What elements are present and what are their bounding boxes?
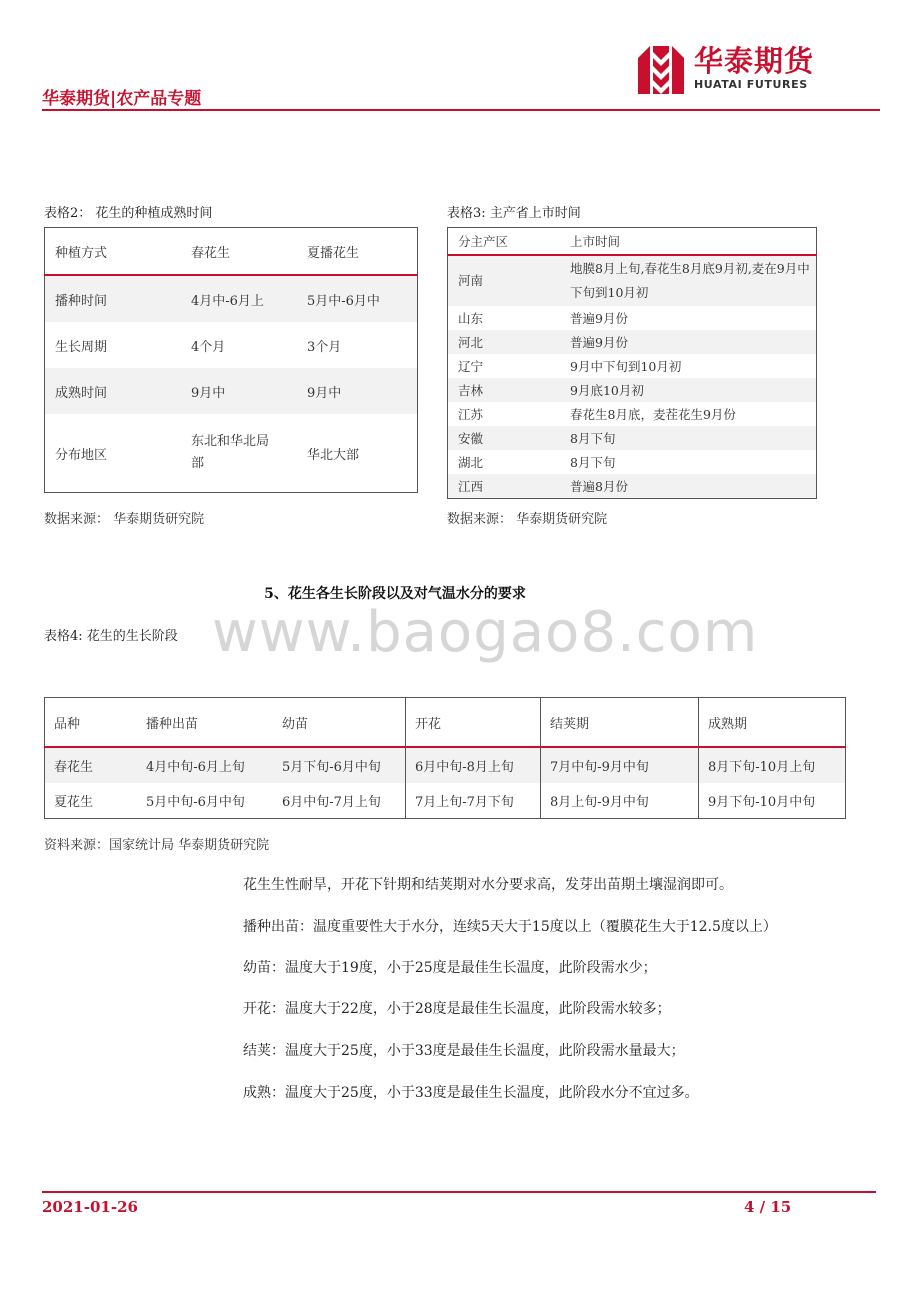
table-cell: 7月中旬-9月中旬 xyxy=(541,747,699,783)
table-header-cell: 成熟期 xyxy=(699,698,846,748)
table-cell: 5月中-6月中 xyxy=(297,275,418,322)
footer-page-number: 4 / 15 xyxy=(744,1198,792,1216)
table-cell: 7月上旬-7月下旬 xyxy=(406,783,541,819)
table-cell: 华北大部 xyxy=(307,447,360,463)
table-cell: 分布地区 xyxy=(55,447,108,463)
table-row xyxy=(448,402,817,426)
table-cell: 河南 xyxy=(448,255,561,306)
watermark: www.baogao8.com xyxy=(212,600,759,665)
table-header-row xyxy=(448,228,817,256)
table-header-cell: 上市时间 xyxy=(560,228,817,256)
table-cell: 普遍9月份 xyxy=(570,311,628,326)
table4-source: 资料来源：国家统计局 华泰期货研究院 xyxy=(44,838,270,853)
table-cell: 生长周期 xyxy=(55,339,108,355)
table-cell: 春花生 xyxy=(45,747,138,783)
logo-name-cn: 华泰期货 xyxy=(694,44,815,78)
table-cell: 8月上旬-9月中旬 xyxy=(541,783,699,819)
table-row xyxy=(448,330,817,354)
table-cell: 普遍9月份 xyxy=(560,330,817,354)
footer-date: 2021-01-26 xyxy=(42,1198,138,1216)
table-cell: 安徽 xyxy=(448,426,561,450)
table-cell: 5月中旬-6月中旬 xyxy=(146,795,245,810)
table-cell: 夏花生 xyxy=(54,795,94,810)
table-cell: 3个月 xyxy=(307,339,342,355)
table-header-cell: 春花生 xyxy=(181,228,297,276)
table-cell: 9月底10月初 xyxy=(560,378,817,402)
table-cell: 江西 xyxy=(448,474,561,499)
planting-maturity-table xyxy=(44,227,418,493)
table-cell: 6月中旬-7月上旬 xyxy=(282,795,381,810)
table3-caption: 表格3: 主产省上市时间 xyxy=(447,206,581,221)
body-paragraph: 播种出苗：温度重要性大于水分，连续5天大于15度以上（覆膜花生大于12.5度以上） xyxy=(243,919,777,935)
table-cell: 江苏 xyxy=(458,407,484,422)
body-paragraph: 成熟：温度大于25度，小于33度是最佳生长温度，此阶段水分不宜过多。 xyxy=(243,1085,699,1101)
table-cell: 吉林 xyxy=(448,378,561,402)
table-row xyxy=(448,306,817,330)
table-row xyxy=(45,275,418,322)
logo-emblem-icon xyxy=(636,44,686,96)
growth-stage-table xyxy=(44,697,846,819)
table-row xyxy=(448,378,817,402)
body-paragraph: 结荚：温度大于25度，小于33度是最佳生长温度，此阶段需水量最大； xyxy=(243,1043,685,1059)
table-cell: 4月中旬-6月上旬 xyxy=(137,747,273,783)
table-header-cell: 播种出苗 xyxy=(137,698,273,748)
report-header-title: 华泰期货|农产品专题 xyxy=(42,89,202,109)
table-cell: 东北和华北局部 xyxy=(191,434,270,471)
table-cell: 山东 xyxy=(458,311,484,326)
table-header-cell: 种植方式 xyxy=(45,228,182,276)
table-header-row xyxy=(45,228,418,276)
table2-source: 数据来源： 华泰期货研究院 xyxy=(44,512,205,527)
table-cell: 9月下旬-10月中旬 xyxy=(699,783,846,819)
table-row xyxy=(45,414,418,493)
table-row xyxy=(448,354,817,378)
table-cell: 9月中 xyxy=(297,368,418,414)
table-cell: 河北 xyxy=(448,330,561,354)
header-divider xyxy=(42,109,880,111)
province-listing-table xyxy=(447,227,817,499)
table-cell: 8月下旬-10月上旬 xyxy=(699,747,846,783)
table-cell: 播种时间 xyxy=(45,275,182,322)
table-cell: 9月中下旬到10月初 xyxy=(570,359,682,374)
table-row xyxy=(45,783,846,819)
table-cell: 8月下旬 xyxy=(560,426,817,450)
table-cell: 4个月 xyxy=(191,339,226,355)
table-row xyxy=(45,322,418,368)
table3-source: 数据来源： 华泰期货研究院 xyxy=(447,512,608,527)
company-logo xyxy=(636,44,826,96)
logo-name-en: HUATAI FUTURES xyxy=(694,78,808,91)
table-header-cell: 夏播花生 xyxy=(297,228,418,276)
table-header-cell: 分主产区 xyxy=(448,228,561,256)
table-cell: 9月中 xyxy=(181,368,297,414)
table-header-row xyxy=(45,698,846,748)
table-cell: 6月中旬-8月上旬 xyxy=(406,747,541,783)
table-header-cell: 品种 xyxy=(45,698,138,748)
table-cell: 8月下旬 xyxy=(570,455,616,470)
body-paragraph: 花生生性耐旱，开花下针期和结荚期对水分要求高，发芽出苗期土壤湿润即可。 xyxy=(243,877,733,893)
table-cell: 普遍8月份 xyxy=(560,474,817,499)
table-row xyxy=(448,255,817,306)
body-paragraph: 幼苗：温度大于19度，小于25度是最佳生长温度，此阶段需水少； xyxy=(243,960,657,976)
table-header-cell: 结荚期 xyxy=(541,698,699,748)
table2-caption: 表格2： 花生的种植成熟时间 xyxy=(44,206,213,221)
body-paragraph: 开花：温度大于22度，小于28度是最佳生长温度，此阶段需水较多； xyxy=(243,1001,671,1017)
table-cell: 湖北 xyxy=(458,455,484,470)
table-header-cell: 开花 xyxy=(406,698,541,748)
table-cell: 辽宁 xyxy=(458,359,484,374)
table-row xyxy=(448,426,817,450)
table-header-cell: 幼苗 xyxy=(273,698,406,748)
table-row xyxy=(45,368,418,414)
table-cell: 春花生8月底，麦茬花生9月份 xyxy=(570,407,736,422)
table-cell: 5月下旬-6月中旬 xyxy=(273,747,406,783)
footer-divider xyxy=(42,1191,876,1193)
table-row xyxy=(448,474,817,499)
table-cell: 地膜8月上旬,春花生8月底9月初,麦在9月中下旬到10月初 xyxy=(560,255,817,306)
table-row xyxy=(448,450,817,474)
section-title: 5、花生各生长阶段以及对气温水分的要求 xyxy=(264,586,526,602)
table-cell: 成熟时间 xyxy=(45,368,182,414)
table-cell: 4月中-6月上 xyxy=(181,275,297,322)
table-row xyxy=(45,747,846,783)
table4-caption: 表格4: 花生的生长阶段 xyxy=(44,629,178,644)
